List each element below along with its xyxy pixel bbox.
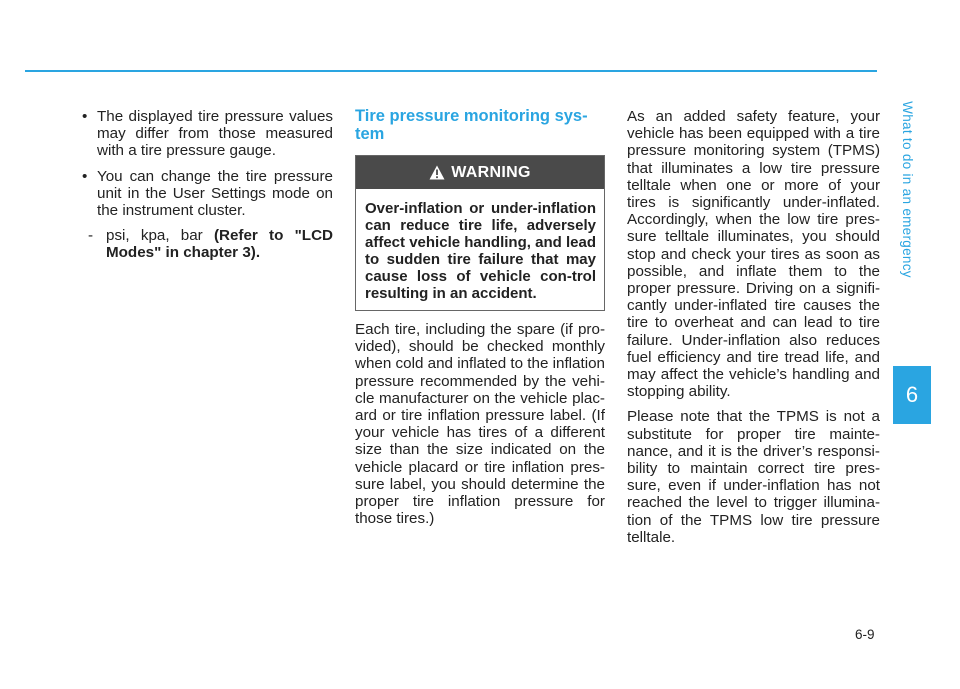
body-paragraph: Please note that the TPMS is not a substitute for proper tire mainte-nance, and it is the driver’s responsi-bility to maintain correct tire pres-sure, even if under-inflation has not reached the level to trigger illumina-tion of the TPMS low tire pressure telltale. <box>627 408 880 546</box>
warning-header <box>356 156 604 189</box>
chapter-side-tab <box>893 20 921 358</box>
list-item <box>80 168 333 220</box>
middle-column <box>355 108 605 535</box>
left-column <box>80 108 333 262</box>
chapter-reference: (Refer to "LCD Modes" in chapter 3). <box>106 227 333 262</box>
page-number: 6-9 <box>855 627 875 642</box>
section-title: Tire pressure monitoring sys-tem <box>355 107 588 143</box>
warning-triangle-icon <box>429 165 445 180</box>
warning-label: WARNING <box>451 163 531 181</box>
sub-list-item <box>80 227 333 261</box>
bullet-icon: • <box>82 108 88 125</box>
list-item <box>80 108 333 160</box>
chapter-number-badge: 6 <box>893 366 931 424</box>
bullet-text: The displayed tire pressure values may differ from those measured with a tire pressure gauge. <box>97 108 333 160</box>
header-rule <box>25 70 877 72</box>
body-paragraph: Each tire, including the spare (if pro-vided), should be checked monthly when cold and inflated to the inflation pressure recommended by the vehi-cle manufacturer on the vehicle plac-ard or tire inflation pressure label. (If your vehicle has tires of a different size than the size indicated on the vehicle placard or tire inflation pres-sure label, you should determine the proper tire inflation pressure for those tires.) <box>355 321 605 528</box>
units-text: psi, kpa, bar <box>106 227 214 245</box>
dash-icon: - <box>88 227 94 245</box>
warning-text: Over-inflation or under-inflation can reduce tire life, adversely affect vehicle handling, and lead to sudden tire failure that may cause loss of vehicle con-trol resulting in an accident. <box>365 200 596 302</box>
bullet-icon: • <box>82 167 88 185</box>
warning-box <box>355 155 605 311</box>
body-paragraph: As an added safety feature, your vehicle has been equipped with a tire pressure monitoring system (TPMS) that illuminates a low tire pressure telltale when one or more of your tires is significantly under-inflated. Accordingly, when the low tire pres-sure telltale illuminates, you should stop and check your tires as soon as possible, and inflate them to the proper pressure. Driving on a signifi-cantly under-inflated tire causes the tire to overheat and can lead to tire failure. Under-inflation also reduces fuel efficiency and tire tread life, and may affect the vehicle’s handling and stopping ability. <box>627 108 880 401</box>
bullet-text: You can change the tire pressure unit in the User Settings mode on the instrument cluster. <box>97 167 333 220</box>
right-column <box>627 108 880 554</box>
chapter-title: What to do in an emergency <box>899 100 915 278</box>
